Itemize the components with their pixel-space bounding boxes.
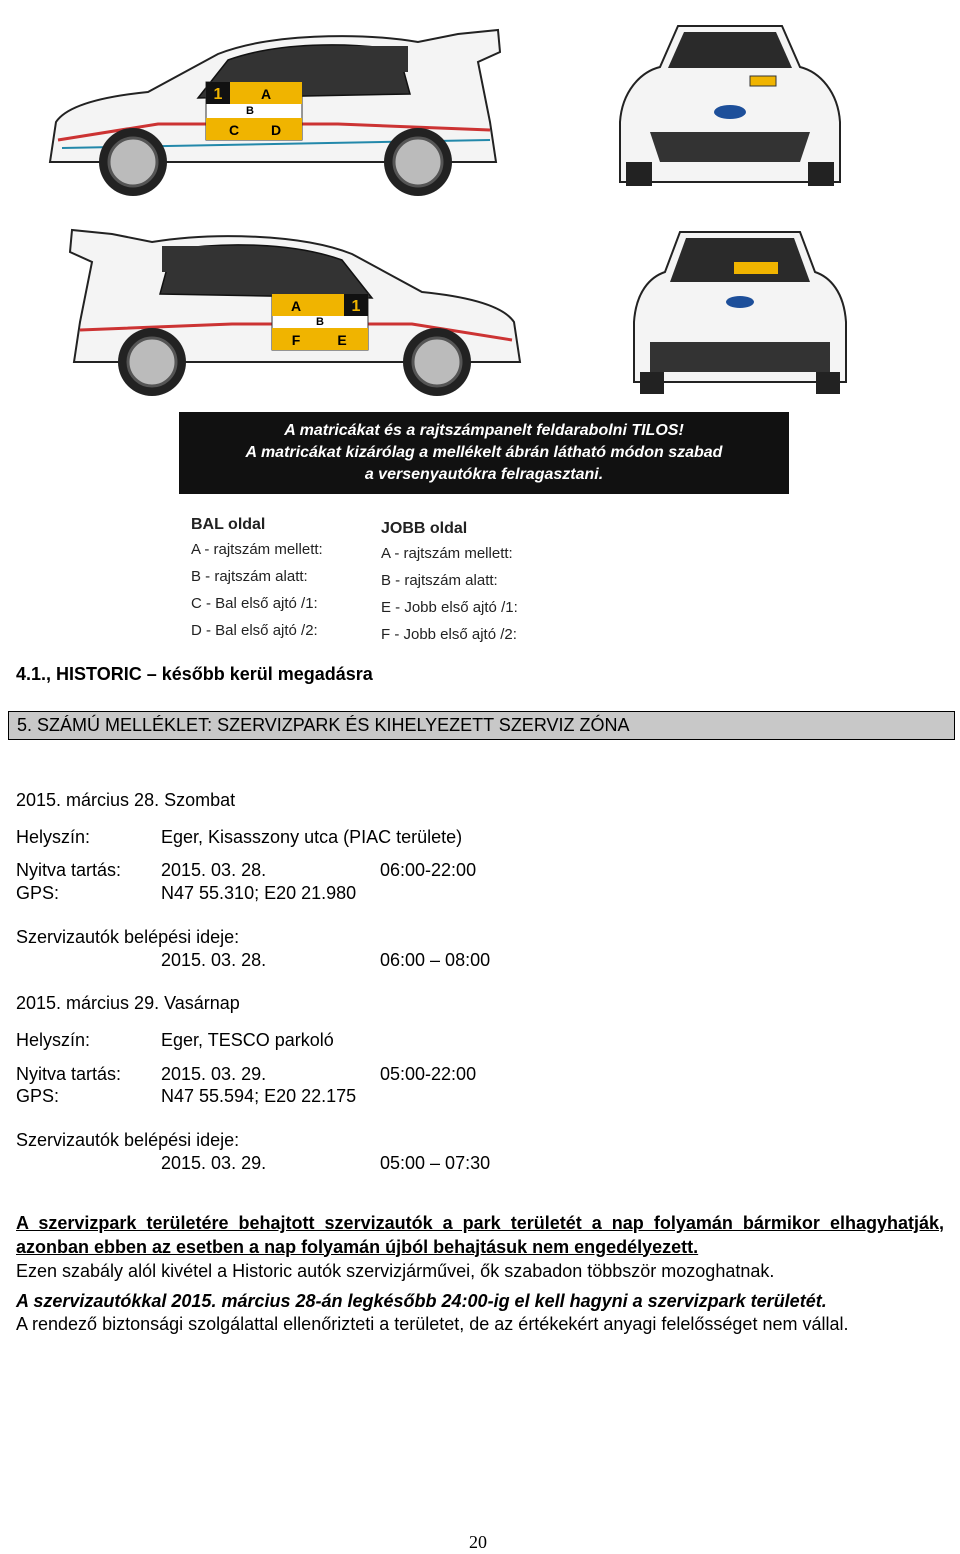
section-5-heading: 5. SZÁMÚ MELLÉKLET: SZERVIZPARK ÉS KIHELYEZETT SZERVIZ ZÓNA [8, 711, 955, 740]
day2-gps-value: N47 55.594; E20 22.175 [161, 1086, 357, 1106]
day1-entry-date: 2015. 03. 28. [161, 950, 267, 970]
day1-heading: 2015. március 28. Szombat [16, 790, 236, 810]
rule-leave-deadline: A szervizautókkal 2015. március 28-án legkésőbb 24:00-ig el kell hagyni a szervizpark területét. [16, 1291, 827, 1311]
car-right-side-illustration [52, 212, 532, 402]
sticker-a: A [260, 86, 272, 102]
legend-right-side [381, 518, 518, 648]
rule-historic-exception: Ezen szabály alól kivétel a Historic autók szervizjárművei, ők szabadon többször mozoghatnak. [16, 1261, 775, 1281]
legend-right-item: B - rajtszám alatt: [381, 572, 498, 589]
sticker-e: E [337, 332, 347, 348]
sticker-panel-left [206, 82, 302, 140]
rule-security-paragraph: A rendező biztonsági szolgálattal ellenőrizteti a területet, de az értékekért anyagi felelősséget nem vállal. [16, 1314, 849, 1334]
day1-open-date: 2015. 03. 28. [161, 860, 267, 880]
page-number: 20 [469, 1532, 487, 1552]
notice-line-1: A matricákat és a rajtszámpanelt feldarabolni TILOS! [284, 422, 684, 439]
notice-line-2: A matricákat kizárólag a mellékelt ábrán látható módon szabad [245, 444, 723, 461]
section-4-1-heading: 4.1., HISTORIC – később kerül megadásra [16, 664, 373, 684]
day1-open-time: 06:00-22:00 [380, 860, 477, 880]
day1-gps-label: GPS: [16, 883, 60, 903]
rule-reentry-paragraph: A szervizpark területére behajtott szervizautók a park területét a nap folyamán bármikor elhagyhatják, azonban ebben az esetben a nap folyamán újból behajtásuk nem engedélyezett. [16, 1213, 944, 1257]
day2-open-time: 05:00-22:00 [380, 1064, 477, 1084]
legend-right-item: E - Jobb első ajtó /1: [381, 599, 518, 616]
sticker-b: B [246, 105, 254, 117]
day2-location-value: Eger, TESCO parkoló [161, 1030, 334, 1050]
legend-left-item: C - Bal első ajtó /1: [191, 595, 318, 612]
sticker-number: 1 [351, 298, 361, 315]
legend-left-item: D - Bal első ajtó /2: [191, 622, 318, 639]
day2-location-label: Helyszín: [16, 1030, 91, 1050]
sticker-a: A [290, 298, 302, 314]
day2-entry-date: 2015. 03. 29. [161, 1153, 267, 1173]
legend-left-title: BAL oldal [191, 516, 266, 533]
car-left-side-illustration [38, 12, 518, 202]
day2-open-label: Nyitva tartás: [16, 1064, 122, 1084]
day1-gps-value: N47 55.310; E20 21.980 [161, 883, 357, 903]
sticker-f: F [291, 332, 301, 348]
day2-open-date: 2015. 03. 29. [161, 1064, 267, 1084]
sticker-c: C [228, 122, 240, 138]
legend-right-item: F - Jobb első ajtó /2: [381, 626, 517, 643]
day1-location-label: Helyszín: [16, 827, 91, 847]
sticker-panel-right [272, 294, 368, 350]
day2-gps-label: GPS: [16, 1086, 60, 1106]
day1-open-label: Nyitva tartás: [16, 860, 122, 880]
day2-heading: 2015. március 29. Vasárnap [16, 993, 240, 1013]
day2-entry-label: Szervizautók belépési ideje: [16, 1130, 240, 1150]
day1-entry-label: Szervizautók belépési ideje: [16, 927, 240, 947]
legend-right-title: JOBB oldal [381, 520, 468, 537]
sticker-number: 1 [213, 86, 223, 103]
legend-left-item: B - rajtszám alatt: [191, 568, 308, 585]
day1-entry-time: 06:00 – 08:00 [380, 950, 491, 970]
sticker-d: D [270, 122, 282, 138]
day1-location-value: Eger, Kisasszony utca (PIAC területe) [161, 827, 463, 847]
legend-left-side [191, 514, 323, 644]
legend-left-item: A - rajtszám mellett: [191, 541, 323, 558]
sticker-b: B [316, 316, 324, 328]
notice-line-3: a versenyautókra felragasztani. [364, 466, 604, 483]
car-rear-illustration [620, 222, 860, 402]
sticker-notice-box [179, 412, 789, 494]
day2-entry-time: 05:00 – 07:30 [380, 1153, 491, 1173]
car-front-illustration [600, 12, 860, 192]
legend-right-item: A - rajtszám mellett: [381, 545, 513, 562]
